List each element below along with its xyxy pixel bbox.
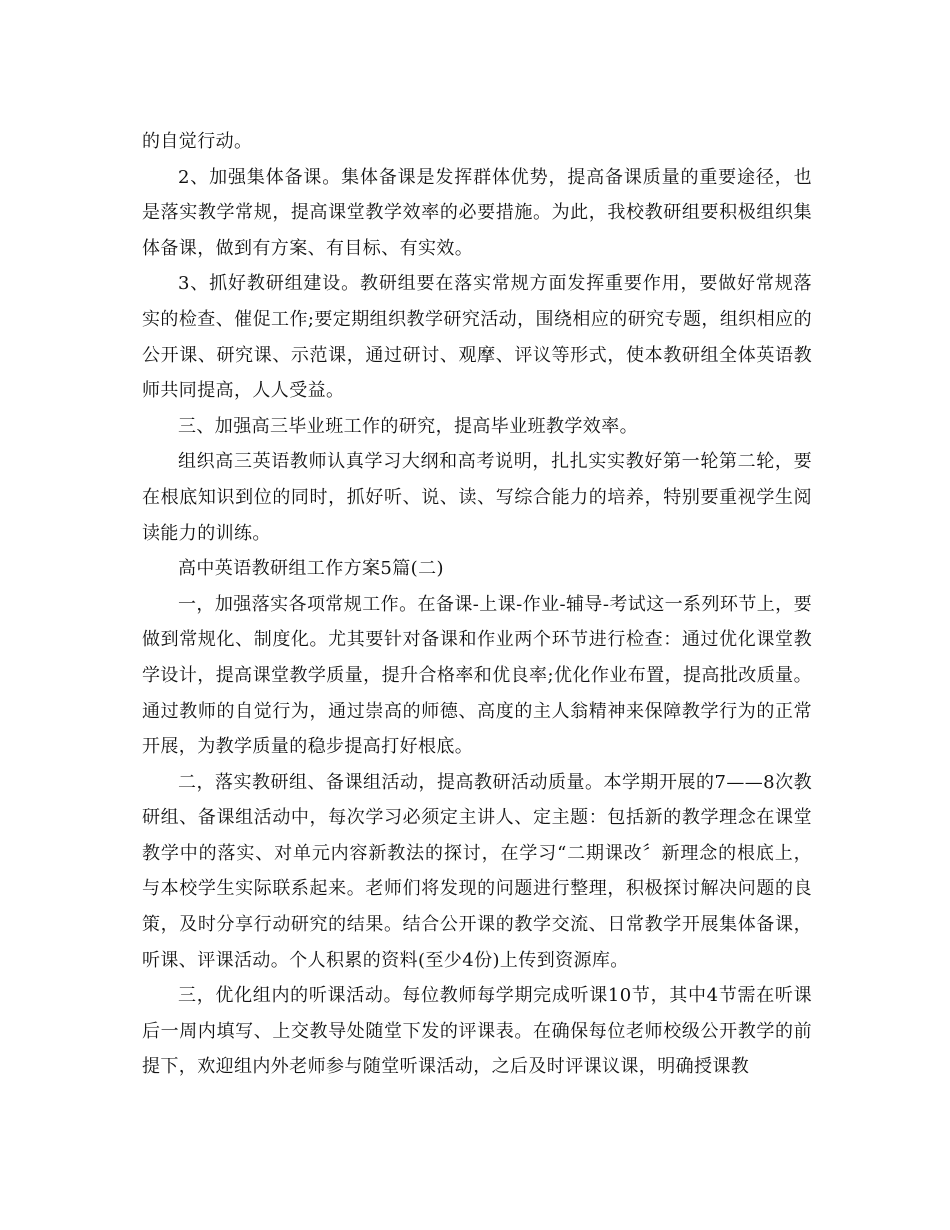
paragraph-collective-lesson-prep: 2、加强集体备课。集体备课是发挥群体优势，提高备课质量的重要途径，也是落实教学常规，提高课堂教学效率的必要措施。为此，我校教研组要积极组织集体备课，做到有方案、有目标、有实效。 bbox=[142, 166, 812, 259]
paragraph-group-activities: 二，落实教研组、备课组活动，提高教研活动质量。本学期开展的7——8次教研组、备课组活动中，每次学习必须定主讲人、定主题：包括新的教学理念在课堂教学中的落实、对单元内容新教法的探讨，在学习“二期课改〞新理念的根底上，与本校学生实际联系起来。老师们将发现的问题进行整理，积极探讨解决问题的良策，及时分享行动研究的结果。结合公开课的教学交流、日常教学开展集体备课，听课、评课活动。个人积累的资料(至少4份)上传到资源库。 bbox=[142, 771, 812, 971]
section-title: 高中英语教研组工作方案5篇(二) bbox=[178, 558, 444, 580]
paragraph-routine-work: 一，加强落实各项常规工作。在备课-上课-作业-辅导-考试这一系列环节上，要做到常规化、制度化。尤其要针对备课和作业两个环节进行检查：通过优化课堂教学设计，提高课堂教学质量，提升合格率和优良率;优化作业布置，提高批改质量。通过教师的自觉行为，通过崇高的师德、高度的主人翁精神来保障教学行为的正常开展，为教学质量的稳步提高打好根底。 bbox=[142, 593, 812, 758]
document-body bbox=[142, 124, 812, 1085]
paragraph-continuation: 的自觉行动。 bbox=[142, 131, 253, 152]
paragraph-senior-three-body: 组织高三英语教师认真学习大纲和高考说明，扎扎实实教好第一轮第二轮，要在根底知识到位的同时，抓好听、说、读、写综合能力的培养，特别要重视学生阅读能力的训练。 bbox=[142, 451, 812, 544]
paragraph-senior-three-heading: 三、加强高三毕业班工作的研究，提高毕业班教学效率。 bbox=[178, 415, 638, 437]
paragraph-lesson-observation: 三，优化组内的听课活动。每位教师每学期完成听课10节，其中4节需在听课后一周内填写、上交教导处随堂下发的评课表。在确保每位老师校级公开教学的前提下，欢迎组内外老师参与随堂听课活动，之后及时评课议课，明确授课教 bbox=[142, 985, 812, 1078]
paragraph-research-group-building: 3、抓好教研组建设。教研组要在落实常规方面发挥重要作用，要做好常规落实的检查、催促工作;要定期组织教学研究活动，围绕相应的研究专题，组织相应的公开课、研究课、示范课，通过研讨、观摩、评议等形式，使本教研组全体英语教师共同提高，人人受益。 bbox=[142, 273, 812, 402]
